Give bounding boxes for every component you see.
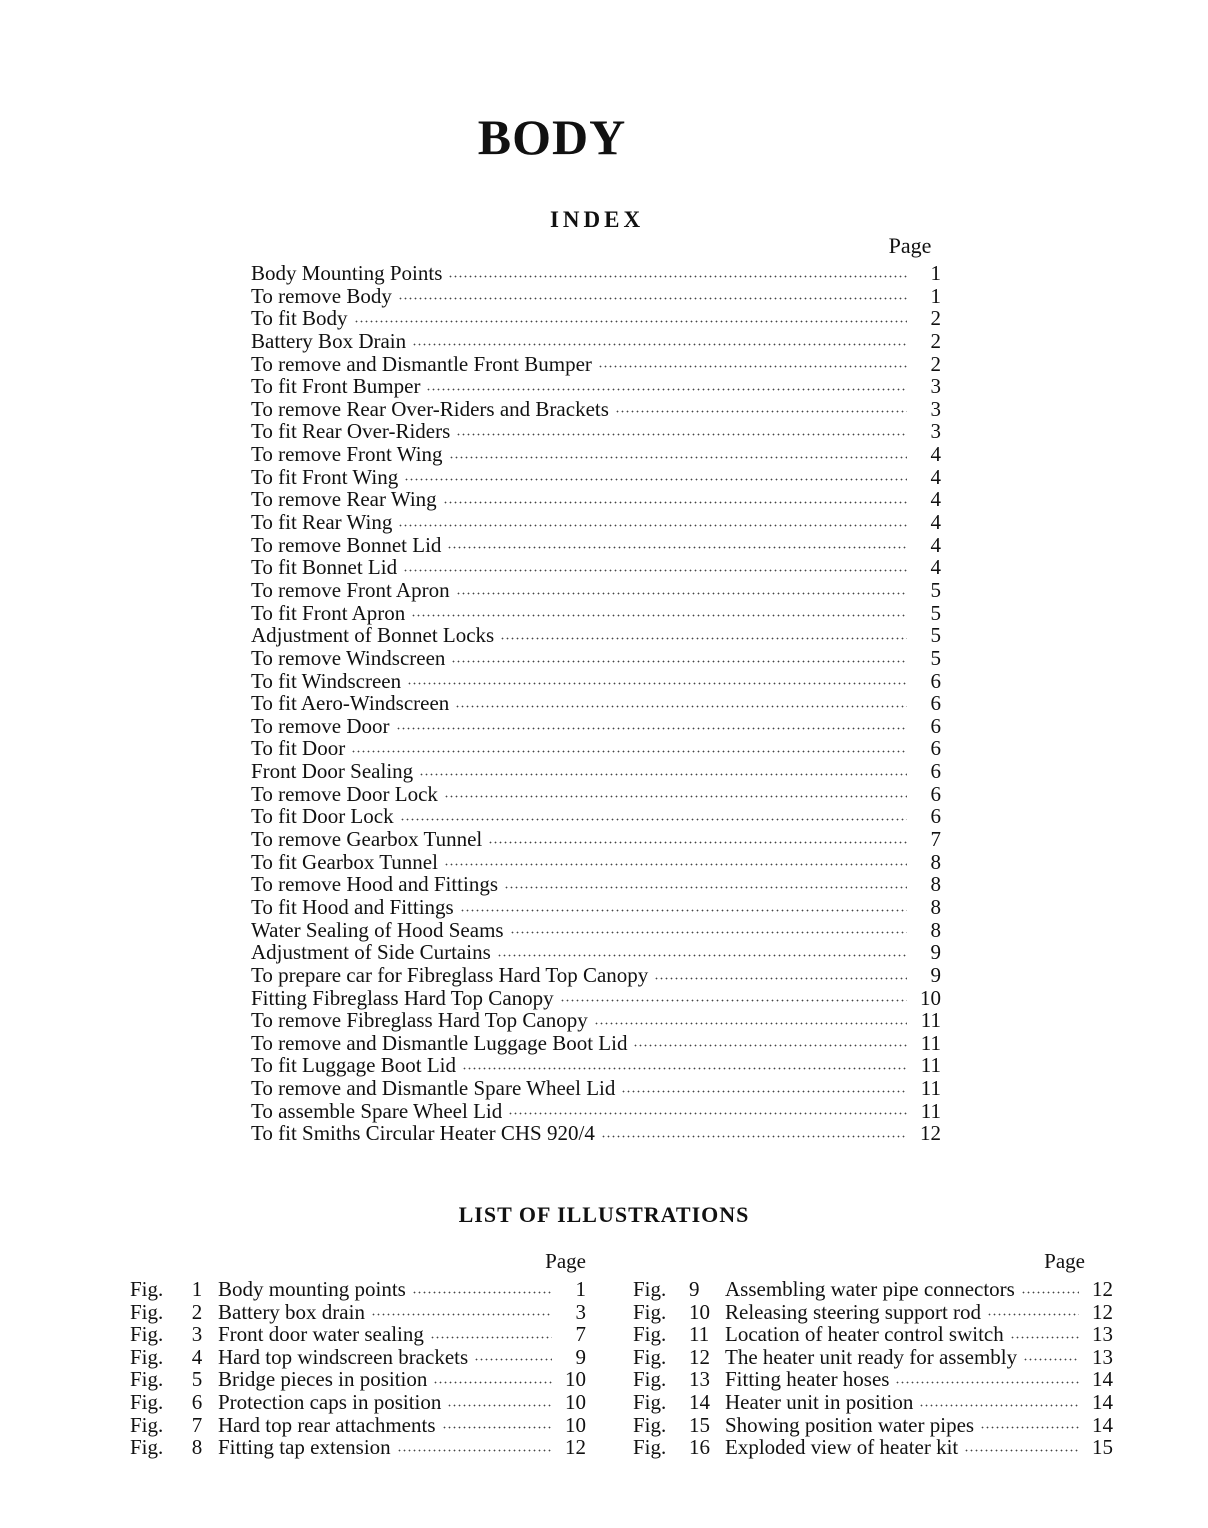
index-entry <box>251 556 941 579</box>
index-entry <box>251 285 941 308</box>
illustration-entry <box>633 1436 1113 1459</box>
figure-prefix: Fig. <box>130 1412 164 1437</box>
figure-caption: Bridge pieces in position <box>218 1367 428 1392</box>
index-entry-page: 2 <box>930 306 941 331</box>
illustration-entry <box>130 1346 586 1369</box>
illustrations-page-header-right: Page <box>1044 1249 1085 1273</box>
index-entry-label: To remove and Dismantle Front Bumper <box>251 351 592 376</box>
index-entry-label: To remove and Dismantle Luggage Boot Lid <box>251 1030 628 1055</box>
figure-caption: Fitting tap extension <box>218 1435 391 1460</box>
dot-leader <box>508 1111 907 1116</box>
figure-page: 10 <box>565 1389 586 1414</box>
index-entry-label: To remove Gearbox Tunnel <box>251 827 483 852</box>
index-entry <box>251 353 941 376</box>
index-entry-label: To fit Rear Wing <box>251 510 393 535</box>
index-entry-label: Body Mounting Points <box>251 261 443 285</box>
dot-leader <box>351 749 907 754</box>
figure-number: 6 <box>191 1389 203 1414</box>
dot-leader <box>504 885 907 890</box>
figure-prefix: Fig. <box>633 1389 667 1414</box>
index-entry-page: 4 <box>930 442 941 467</box>
index-entry-label: To fit Body <box>251 306 348 331</box>
index-entry <box>251 851 941 874</box>
index-entry-label: Water Sealing of Hood Seams <box>251 917 504 942</box>
figure-page: 13 <box>1092 1344 1113 1369</box>
dot-leader <box>1010 1335 1079 1340</box>
index-entry-label: To remove Fibreglass Hard Top Canopy <box>251 1008 588 1033</box>
index-entry <box>251 1032 941 1055</box>
illustration-entry <box>130 1391 586 1414</box>
index-entry-page: 5 <box>930 600 941 625</box>
index-entry <box>251 375 941 398</box>
dot-leader <box>919 1403 1079 1408</box>
index-entry <box>251 534 941 557</box>
index-entry-label: To remove Front Apron <box>251 577 450 602</box>
index-entry-label: To remove Windscreen <box>251 645 446 670</box>
figure-number: 14 <box>689 1389 710 1414</box>
dot-leader <box>488 840 907 845</box>
index-entry <box>251 896 941 919</box>
dot-leader <box>412 342 907 347</box>
index-heading: INDEX <box>549 207 645 232</box>
figure-page: 15 <box>1092 1435 1113 1460</box>
dot-leader <box>451 659 907 664</box>
dot-leader <box>621 1089 907 1094</box>
figure-page: 9 <box>575 1344 586 1369</box>
index-entry <box>251 488 941 511</box>
figure-prefix: Fig. <box>633 1344 667 1369</box>
index-entry-page: 11 <box>920 1053 941 1078</box>
index-entry-page: 6 <box>930 668 941 693</box>
dot-leader <box>419 772 907 777</box>
illustration-entry <box>633 1391 1113 1414</box>
illustrations-column-left <box>130 1248 586 1459</box>
index-entry <box>251 1009 941 1032</box>
figure-page: 7 <box>575 1322 586 1347</box>
dot-leader <box>615 409 907 414</box>
figure-caption: The heater unit ready for assembly <box>725 1344 1018 1369</box>
dot-leader <box>1023 1357 1079 1362</box>
figure-number: 16 <box>689 1435 710 1460</box>
index-entry <box>251 307 941 330</box>
dot-leader <box>411 613 907 618</box>
figure-number: 1 <box>191 1277 203 1301</box>
index-entry <box>251 647 941 670</box>
dot-leader <box>964 1448 1079 1453</box>
illustration-entry <box>130 1301 586 1324</box>
figure-caption: Location of heater control switch <box>725 1322 1004 1347</box>
index-entry-label: To remove Rear Wing <box>251 487 437 512</box>
index-entry <box>251 737 941 760</box>
index-entry <box>251 1100 941 1123</box>
figure-prefix: Fig. <box>633 1367 667 1392</box>
index-entry-page: 7 <box>930 827 941 852</box>
figure-prefix: Fig. <box>130 1322 164 1347</box>
figure-number: 7 <box>191 1412 203 1437</box>
figure-number: 9 <box>689 1277 700 1301</box>
dot-leader <box>426 387 907 392</box>
index-entry <box>251 624 941 647</box>
dot-leader <box>398 296 907 301</box>
dot-leader <box>404 477 907 482</box>
figure-number: 12 <box>689 1344 710 1369</box>
dot-leader <box>354 319 907 324</box>
index-entry-page: 5 <box>930 645 941 670</box>
page-title: BODY <box>477 109 627 165</box>
index-entry-label: To fit Door Lock <box>251 804 394 829</box>
index-list <box>251 262 941 1145</box>
index-entry-label: Battery Box Drain <box>251 328 407 353</box>
figure-number: 2 <box>191 1299 203 1324</box>
dot-leader <box>560 998 907 1003</box>
index-entry-label: Adjustment of Side Curtains <box>251 940 491 965</box>
figure-prefix: Fig. <box>633 1277 667 1301</box>
index-entry-label: To fit Front Apron <box>251 600 406 625</box>
figure-caption: Exploded view of heater kit <box>725 1435 959 1460</box>
index-entry-label: To remove Door Lock <box>251 781 438 806</box>
index-entry-label: To fit Door <box>251 736 346 761</box>
dot-leader <box>398 523 907 528</box>
illustration-entry <box>633 1278 1113 1301</box>
illustrations-page-header-left: Page <box>545 1249 586 1273</box>
index-entry-page: 6 <box>930 713 941 738</box>
illustration-entry <box>130 1414 586 1437</box>
figure-number: 13 <box>689 1367 710 1392</box>
dot-leader <box>462 1066 907 1071</box>
dot-leader <box>407 681 907 686</box>
index-entry <box>251 805 941 828</box>
figure-caption: Assembling water pipe connectors <box>725 1277 1015 1301</box>
index-entry-page: 3 <box>930 374 941 399</box>
index-entry <box>251 941 941 964</box>
index-entry-page: 8 <box>930 872 941 897</box>
index-entry-page: 6 <box>930 736 941 761</box>
index-entry <box>251 398 941 421</box>
illustration-entry <box>130 1436 586 1459</box>
illustration-entry <box>130 1278 586 1301</box>
index-entry-page: 5 <box>930 623 941 648</box>
index-entry-page: 4 <box>930 487 941 512</box>
figure-prefix: Fig. <box>633 1322 667 1347</box>
index-entry-label: To fit Luggage Boot Lid <box>251 1053 456 1078</box>
index-entry-page: 6 <box>930 691 941 716</box>
dot-leader <box>444 794 907 799</box>
dot-leader <box>400 817 907 822</box>
index-entry <box>251 692 941 715</box>
dot-leader <box>456 432 907 437</box>
index-entry-label: To fit Bonnet Lid <box>251 555 398 580</box>
figure-page: 3 <box>575 1299 586 1324</box>
index-entry-label: To prepare car for Fibreglass Hard Top Canopy <box>251 962 649 987</box>
figure-page: 12 <box>1092 1299 1113 1324</box>
dot-leader <box>430 1335 552 1340</box>
index-entry-label: Fitting Fibreglass Hard Top Canopy <box>251 985 554 1010</box>
index-entry-page: 4 <box>930 532 941 557</box>
illustration-entry <box>633 1301 1113 1324</box>
index-entry <box>251 873 941 896</box>
index-page-column-header: Page <box>888 233 932 258</box>
dot-leader <box>449 455 907 460</box>
figure-page: 12 <box>565 1435 586 1460</box>
index-entry-page: 5 <box>930 577 941 602</box>
index-entry-page: 11 <box>920 1076 941 1101</box>
index-entry-page: 3 <box>930 396 941 421</box>
dot-leader <box>447 545 907 550</box>
index-entry-label: To remove Hood and Fittings <box>251 872 499 897</box>
figure-prefix: Fig. <box>130 1344 164 1369</box>
dot-leader <box>497 953 907 958</box>
figure-caption: Releasing steering support rod <box>725 1299 982 1324</box>
illustration-entry <box>130 1323 586 1346</box>
dot-leader <box>633 1043 907 1048</box>
index-entry-page: 6 <box>930 759 941 784</box>
dot-leader <box>442 1425 553 1430</box>
figure-caption: Hard top rear attachments <box>218 1412 436 1437</box>
index-entry-label: To fit Hood and Fittings <box>251 894 454 919</box>
figure-page: 14 <box>1092 1389 1113 1414</box>
illustrations-heading: LIST OF ILLUSTRATIONS <box>458 1202 750 1227</box>
figure-caption: Showing position water pipes <box>725 1412 975 1437</box>
index-entry <box>251 579 941 602</box>
figure-number: 11 <box>689 1322 710 1347</box>
index-entry-page: 12 <box>920 1121 941 1146</box>
index-entry-label: To remove Front Wing <box>251 442 443 467</box>
index-entry-page: 8 <box>930 849 941 874</box>
index-entry-page: 6 <box>930 781 941 806</box>
index-entry <box>251 420 941 443</box>
figure-page: 10 <box>565 1412 586 1437</box>
index-entry <box>251 1077 941 1100</box>
index-entry-page: 4 <box>930 555 941 580</box>
dot-leader <box>444 862 907 867</box>
dot-leader <box>433 1380 552 1385</box>
index-entry-page: 11 <box>920 1030 941 1055</box>
figure-prefix: Fig. <box>130 1389 164 1414</box>
figure-caption: Fitting heater hoses <box>725 1367 890 1392</box>
dot-leader <box>460 908 907 913</box>
index-entry-label: To remove Body <box>251 283 392 308</box>
index-entry-label: To fit Aero-Windscreen <box>251 691 450 716</box>
index-entry <box>251 670 941 693</box>
dot-leader <box>474 1357 552 1362</box>
index-entry <box>251 602 941 625</box>
figure-prefix: Fig. <box>130 1277 164 1301</box>
dot-leader <box>987 1312 1079 1317</box>
illustration-entry <box>633 1346 1113 1369</box>
figure-caption: Protection caps in position <box>218 1389 442 1414</box>
index-entry-label: Adjustment of Bonnet Locks <box>251 623 495 648</box>
index-entry-page: 8 <box>930 894 941 919</box>
index-entry-label: To fit Rear Over-Riders <box>251 419 451 444</box>
figure-prefix: Fig. <box>633 1299 667 1324</box>
dot-leader <box>654 976 907 981</box>
index-entry <box>251 828 941 851</box>
index-entry-page: 9 <box>930 962 941 987</box>
index-entry-page: 4 <box>930 510 941 535</box>
index-entry-label: To remove Bonnet Lid <box>251 532 442 557</box>
index-entry-page: 10 <box>920 985 941 1010</box>
dot-leader <box>412 1290 552 1295</box>
index-entry-label: To remove Rear Over-Riders and Brackets <box>251 396 609 421</box>
index-entry <box>251 466 941 489</box>
dot-leader <box>443 500 907 505</box>
figure-prefix: Fig. <box>130 1367 164 1392</box>
figure-number: 15 <box>689 1412 710 1437</box>
index-entry <box>251 987 941 1010</box>
dot-leader <box>594 1021 907 1026</box>
index-entry-label: To fit Front Wing <box>251 464 399 489</box>
dot-leader <box>397 1448 552 1453</box>
index-entry <box>251 330 941 353</box>
figure-number: 4 <box>191 1344 203 1369</box>
figure-number: 8 <box>191 1435 203 1460</box>
dot-leader <box>448 274 907 279</box>
dot-leader <box>500 636 907 641</box>
figure-page: 12 <box>1092 1277 1113 1301</box>
dot-leader <box>396 726 908 731</box>
figure-caption: Hard top windscreen brackets <box>218 1344 469 1369</box>
figure-prefix: Fig. <box>130 1435 164 1460</box>
dot-leader <box>455 704 907 709</box>
index-entry <box>251 715 941 738</box>
dot-leader <box>403 568 907 573</box>
figure-number: 10 <box>689 1299 710 1324</box>
index-entry-page: 11 <box>920 1098 941 1123</box>
dot-leader <box>510 930 907 935</box>
dot-leader <box>598 364 907 369</box>
illustration-entry <box>633 1323 1113 1346</box>
index-entry-label: To fit Smiths Circular Heater CHS 920/4 <box>251 1121 595 1146</box>
figure-page: 1 <box>575 1277 586 1301</box>
figure-number: 3 <box>191 1322 203 1347</box>
figure-prefix: Fig. <box>633 1435 667 1460</box>
index-entry-page: 1 <box>930 283 941 308</box>
index-entry-label: To assemble Spare Wheel Lid <box>251 1098 503 1123</box>
index-entry <box>251 443 941 466</box>
figure-caption: Body mounting points <box>218 1277 406 1301</box>
index-entry-label: To fit Windscreen <box>251 668 402 693</box>
index-entry-label: To remove and Dismantle Spare Wheel Lid <box>251 1076 616 1101</box>
dot-leader <box>447 1403 552 1408</box>
dot-leader <box>456 591 907 596</box>
figure-page: 14 <box>1092 1367 1113 1392</box>
index-entry <box>251 511 941 534</box>
dot-leader <box>1021 1290 1079 1295</box>
index-entry <box>251 760 941 783</box>
index-entry <box>251 919 941 942</box>
figure-caption: Heater unit in position <box>725 1389 914 1414</box>
dot-leader <box>371 1312 552 1317</box>
index-entry-page: 2 <box>930 351 941 376</box>
figure-page: 10 <box>565 1367 586 1392</box>
index-entry-page: 2 <box>930 328 941 353</box>
figure-page: 13 <box>1092 1322 1113 1347</box>
figure-caption: Front door water sealing <box>218 1322 424 1347</box>
index-entry <box>251 262 941 285</box>
figure-page: 14 <box>1092 1412 1113 1437</box>
illustrations-column-right <box>633 1248 1113 1459</box>
index-entry <box>251 964 941 987</box>
dot-leader <box>980 1425 1079 1430</box>
index-entry <box>251 1054 941 1077</box>
dot-leader <box>895 1380 1079 1385</box>
figure-prefix: Fig. <box>130 1299 164 1324</box>
index-entry-label: To remove Door <box>251 713 390 738</box>
illustration-entry <box>633 1414 1113 1437</box>
dot-leader <box>601 1134 907 1139</box>
index-entry-label: Front Door Sealing <box>251 759 414 784</box>
index-entry-page: 9 <box>930 940 941 965</box>
index-entry-page: 8 <box>930 917 941 942</box>
index-entry-label: To fit Gearbox Tunnel <box>251 849 438 874</box>
index-entry-page: 11 <box>920 1008 941 1033</box>
figure-number: 5 <box>191 1367 203 1392</box>
index-entry-page: 3 <box>930 419 941 444</box>
index-entry <box>251 783 941 806</box>
index-entry-page: 6 <box>930 804 941 829</box>
figure-prefix: Fig. <box>633 1412 667 1437</box>
illustration-entry <box>633 1368 1113 1391</box>
index-entry-label: To fit Front Bumper <box>251 374 421 399</box>
index-entry <box>251 1122 941 1145</box>
index-entry-page: 1 <box>930 261 941 285</box>
illustration-entry <box>130 1368 586 1391</box>
figure-caption: Battery box drain <box>218 1299 365 1324</box>
index-entry-page: 4 <box>930 464 941 489</box>
